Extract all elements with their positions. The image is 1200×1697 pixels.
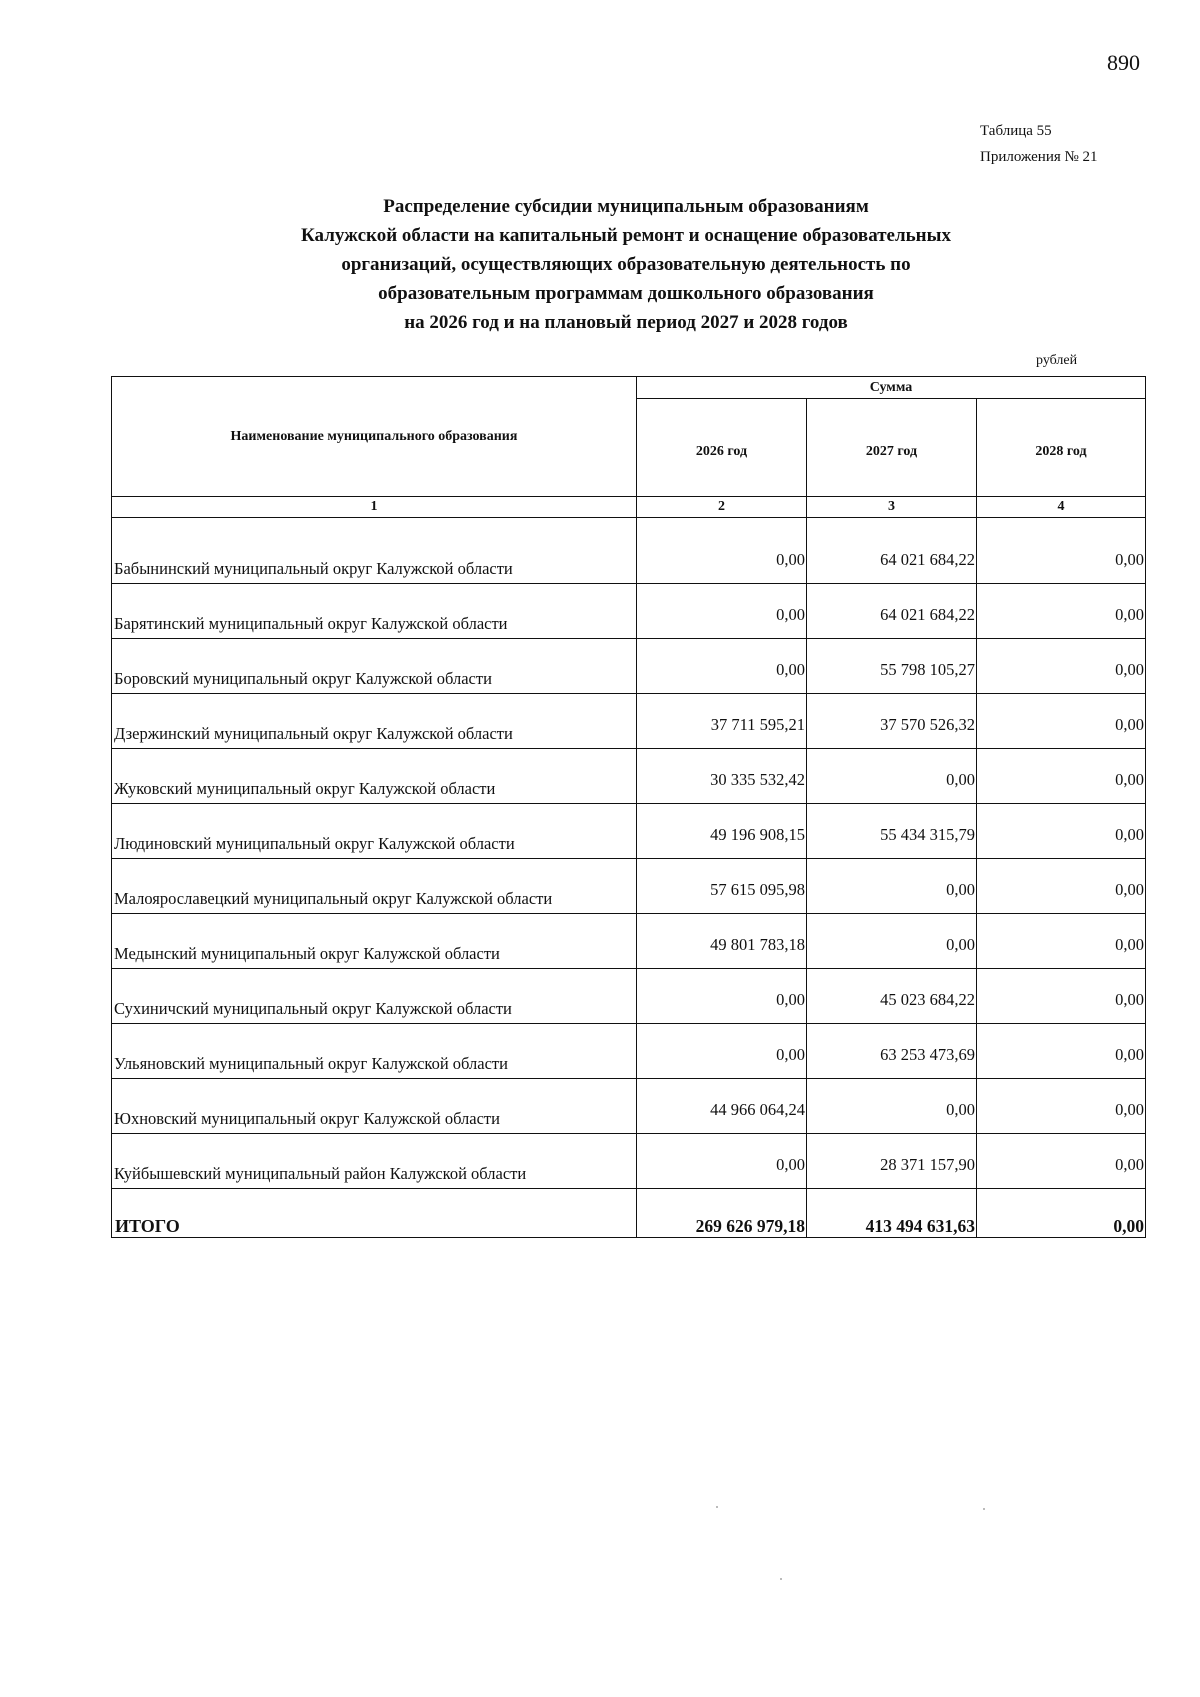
table-row xyxy=(112,1024,1146,1079)
municipality-name: Людиновский муниципальный округ Калужской области xyxy=(112,804,637,859)
subsidy-table xyxy=(111,376,1146,1238)
appendix-number: Приложения № 21 xyxy=(980,149,1098,165)
amount-2026: 37 711 595,21 xyxy=(637,694,807,749)
page-number: 890 xyxy=(1107,50,1140,75)
table-number: Таблица 55 xyxy=(980,123,1052,139)
municipality-name: Барятинский муниципальный округ Калужской области xyxy=(112,584,637,639)
amount-2026: 49 196 908,15 xyxy=(637,804,807,859)
header-year-2026: 2026 год xyxy=(637,399,807,497)
header-year-2028: 2028 год xyxy=(977,399,1146,497)
table-row xyxy=(112,1079,1146,1134)
title-line: Калужской области на капитальный ремонт и оснащение образовательных xyxy=(301,225,951,246)
municipality-name: Ульяновский муниципальный округ Калужской области xyxy=(112,1024,637,1079)
header-year-2027: 2027 год xyxy=(807,399,977,497)
amount-2028: 0,00 xyxy=(977,1134,1146,1189)
table-row xyxy=(112,584,1146,639)
amount-2028: 0,00 xyxy=(977,694,1146,749)
amount-2028: 0,00 xyxy=(977,859,1146,914)
municipality-name: Сухиничский муниципальный округ Калужской области xyxy=(112,969,637,1024)
title-line: на 2026 год и на плановый период 2027 и 2028 годов xyxy=(404,312,848,333)
amount-2026: 49 801 783,18 xyxy=(637,914,807,969)
amount-2027: 55 434 315,79 xyxy=(807,804,977,859)
amount-2028: 0,00 xyxy=(977,749,1146,804)
municipality-name: Малоярославецкий муниципальный округ Калужской области xyxy=(112,859,637,914)
amount-2027: 63 253 473,69 xyxy=(807,1024,977,1079)
total-row xyxy=(112,1189,1146,1238)
amount-2027: 0,00 xyxy=(807,859,977,914)
amount-2028: 0,00 xyxy=(977,1079,1146,1134)
municipality-name: Куйбышевский муниципальный район Калужской области xyxy=(112,1134,637,1189)
amount-2026: 0,00 xyxy=(637,1134,807,1189)
amount-2026: 30 335 532,42 xyxy=(637,749,807,804)
scan-artifact xyxy=(780,1578,782,1580)
amount-2028: 0,00 xyxy=(977,639,1146,694)
table-row xyxy=(112,1134,1146,1189)
header-name: Наименование муниципального образования xyxy=(230,428,518,444)
municipality-name: Жуковский муниципальный округ Калужской области xyxy=(112,749,637,804)
amount-2026: 0,00 xyxy=(637,529,807,584)
table-row xyxy=(112,749,1146,804)
column-number-1: 1 xyxy=(112,497,637,518)
title-line: Распределение субсидии муниципальным образованиям xyxy=(383,196,869,217)
municipality-name: Боровский муниципальный округ Калужской области xyxy=(112,639,637,694)
amount-2026: 0,00 xyxy=(637,1024,807,1079)
amount-2027: 45 023 684,22 xyxy=(807,969,977,1024)
scan-artifact xyxy=(983,1508,985,1510)
column-number-3: 3 xyxy=(807,497,977,518)
units-label: рублей xyxy=(1036,353,1078,368)
scan-artifact xyxy=(716,1506,718,1508)
amount-2027: 0,00 xyxy=(807,749,977,804)
header-sum: Сумма xyxy=(637,377,1146,399)
amount-2028: 0,00 xyxy=(977,1024,1146,1079)
document-title xyxy=(0,192,1200,337)
amount-2027: 64 021 684,22 xyxy=(807,584,977,639)
header-name-cell xyxy=(112,377,637,497)
amount-2027: 0,00 xyxy=(807,1079,977,1134)
municipality-name: Бабынинский муниципальный округ Калужской области xyxy=(112,529,637,584)
table-row xyxy=(112,694,1146,749)
table-row xyxy=(112,914,1146,969)
amount-2028: 0,00 xyxy=(977,804,1146,859)
amount-2026: 0,00 xyxy=(637,969,807,1024)
amount-2026: 0,00 xyxy=(637,639,807,694)
table-row xyxy=(112,969,1146,1024)
total-2028: 0,00 xyxy=(977,1189,1146,1238)
table-row xyxy=(112,639,1146,694)
title-line: организаций, осуществляющих образовательную деятельность по xyxy=(341,254,911,275)
amount-2027: 28 371 157,90 xyxy=(807,1134,977,1189)
column-number-4: 4 xyxy=(977,497,1146,518)
amount-2027: 37 570 526,32 xyxy=(807,694,977,749)
municipality-name: Юхновский муниципальный округ Калужской области xyxy=(112,1079,637,1134)
municipality-name: Медынский муниципальный округ Калужской области xyxy=(112,914,637,969)
amount-2028: 0,00 xyxy=(977,529,1146,584)
amount-2026: 57 615 095,98 xyxy=(637,859,807,914)
amount-2027: 0,00 xyxy=(807,914,977,969)
table-reference xyxy=(980,118,1098,170)
municipality-name: Дзержинский муниципальный округ Калужской области xyxy=(112,694,637,749)
amount-2026: 0,00 xyxy=(637,584,807,639)
table-row xyxy=(112,804,1146,859)
total-label: ИТОГО xyxy=(112,1189,637,1238)
amount-2027: 64 021 684,22 xyxy=(807,529,977,584)
table-row xyxy=(112,529,1146,584)
amount-2028: 0,00 xyxy=(977,584,1146,639)
total-2027: 413 494 631,63 xyxy=(807,1189,977,1238)
column-number-2: 2 xyxy=(637,497,807,518)
total-2026: 269 626 979,18 xyxy=(637,1189,807,1238)
table-row xyxy=(112,859,1146,914)
amount-2026: 44 966 064,24 xyxy=(637,1079,807,1134)
amount-2027: 55 798 105,27 xyxy=(807,639,977,694)
amount-2028: 0,00 xyxy=(977,969,1146,1024)
title-line: образовательным программам дошкольного образования xyxy=(378,283,874,304)
amount-2028: 0,00 xyxy=(977,914,1146,969)
